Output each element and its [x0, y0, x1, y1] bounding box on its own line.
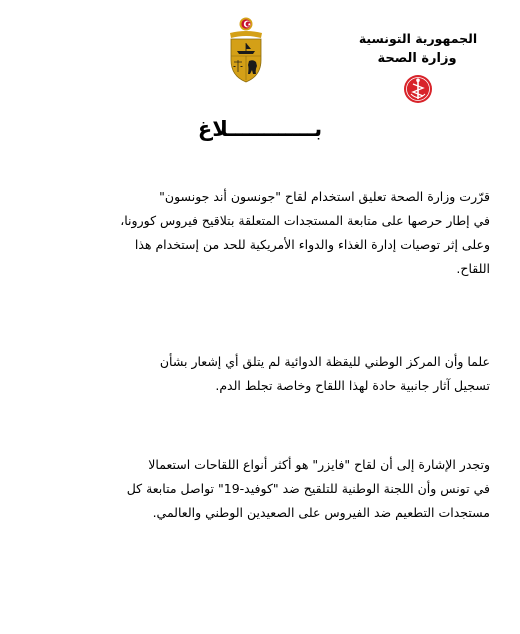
paragraph-line: تسجيل آثار جانبية حادة لهذا اللقاح وخاصة تجلط الدم.: [215, 378, 490, 393]
paragraph-1: [30, 185, 490, 281]
country-name: الجمهورية التونسية: [358, 31, 478, 46]
ministry-name: وزارة الصحة: [377, 51, 457, 66]
paragraph-line: اللقاح.: [456, 261, 490, 276]
paragraph-line: علما وأن المركز الوطني لليقظة الدوائية لم يتلق أي إشعار بشأن: [159, 354, 490, 369]
paragraph-line: وعلى إثر توصيات إدارة الغذاء والدواء الأمريكية للحد من إستخدام هذا: [134, 237, 490, 252]
paragraph-line: قرّرت وزارة الصحة تعليق استخدام لقاح "جونسون أند جونسون": [159, 189, 490, 204]
paragraph-line: مستجدات التطعيم ضد الفيروس على الصعيدين الوطني والعالمي.: [152, 505, 490, 520]
letterhead: [358, 30, 478, 104]
paragraph-3: [30, 453, 490, 525]
paragraph-line: وتجدر الإشارة إلى أن لقاح "فايزر" هو أكثر أنواع اللقاحات استعمالا: [148, 457, 490, 472]
paragraph-line: في إطار حرصها على متابعة المستجدات المتعلقة بتلاقيح فيروس كورونا،: [120, 213, 490, 228]
paragraph-2: [30, 350, 490, 398]
paragraph-line: في تونس وأن اللجنة الوطنية للتلقيح ضد "كوفيد-19" تواصل متابعة كل: [126, 481, 490, 496]
tunisia-coat-of-arms-icon: [226, 16, 266, 86]
page-title: بــــــــــــلاغ: [197, 117, 323, 141]
ministry-of-health-logo-icon: [403, 74, 433, 104]
